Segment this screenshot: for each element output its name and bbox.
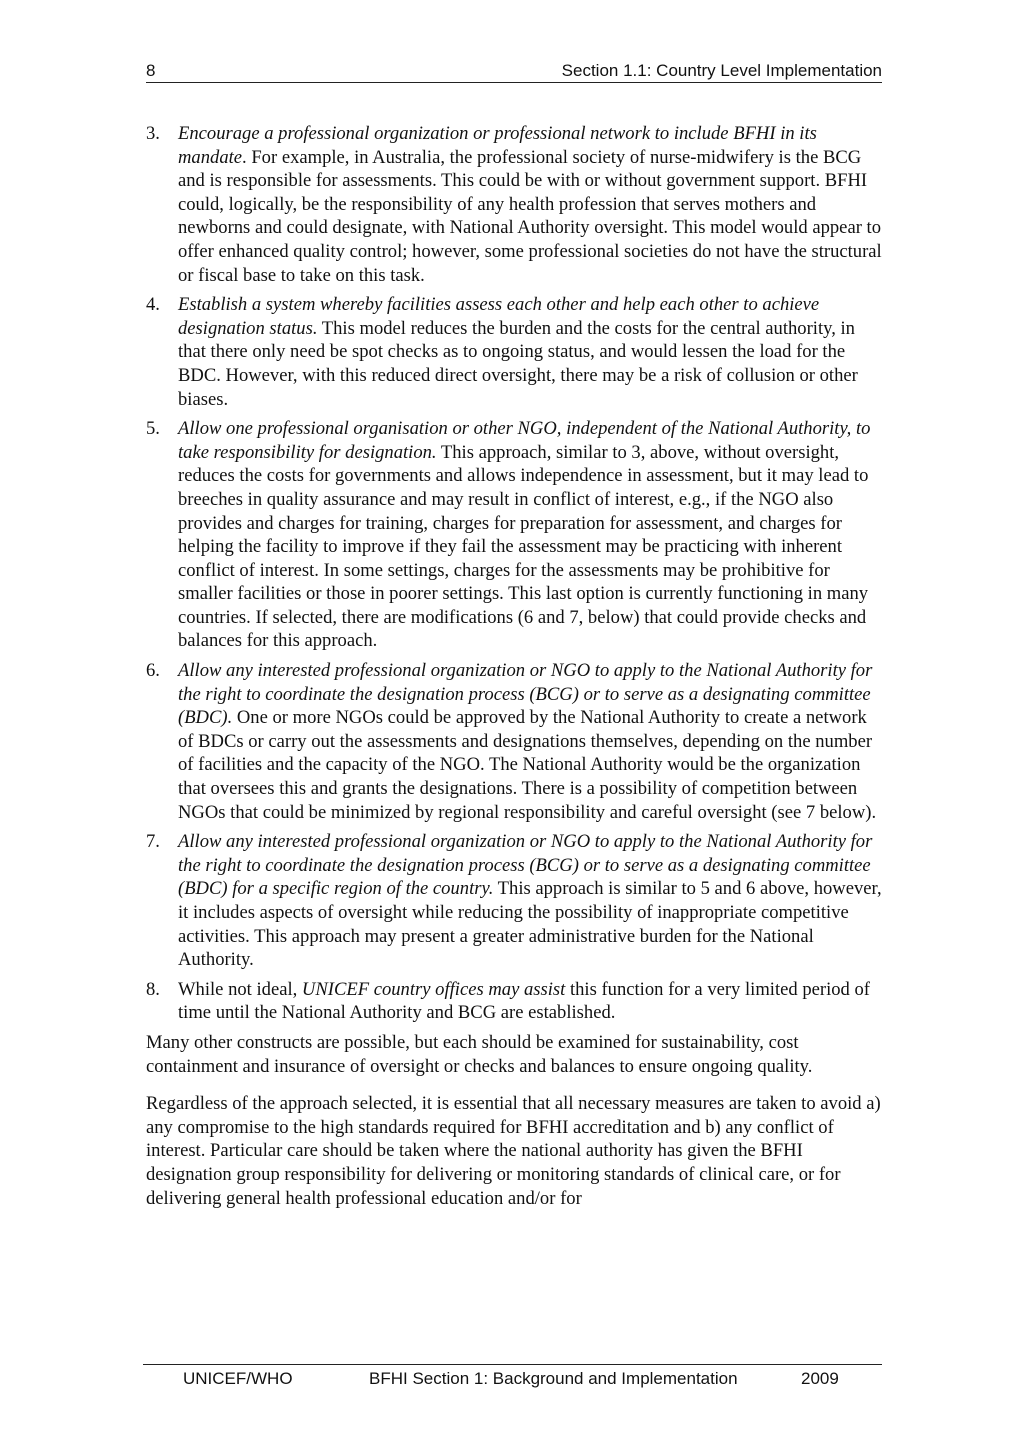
page-footer (143, 1368, 882, 1390)
list-number: 5. (146, 418, 160, 440)
list-number: 3. (146, 123, 160, 144)
list-item (146, 830, 882, 972)
item-body-text: While not ideal, (178, 978, 302, 1000)
list-item-text (178, 417, 882, 653)
footer-divider (143, 1364, 882, 1365)
header-divider (146, 82, 882, 83)
document-body (146, 122, 882, 1224)
list-number: 4. (146, 294, 160, 316)
list-number: 6. (146, 660, 160, 682)
list-item (146, 417, 882, 653)
footer-year: 2009 (801, 1369, 839, 1388)
list-item-text (178, 830, 882, 972)
item-body-text: This model reduces the burden and the costs for the central authority, in that there only need be spot checks as to ongoing status, and would lessen the load for the BDC. However, with this reduced direct oversight, there may be a risk of collusion or other biases. (178, 317, 858, 410)
page-number: 8 (146, 61, 156, 80)
footer-org: UNICEF/WHO (183, 1369, 293, 1388)
italic-phrase: UNICEF country offices may assist (301, 978, 566, 1000)
item-body-text: this function for a very limited period of time until the National Authority and BCG are established. (178, 978, 870, 1024)
list-number: 8. (146, 978, 160, 1000)
list-item-text (178, 978, 882, 1025)
list-item (146, 659, 882, 824)
italic-lead: Allow any interested professional organization or NGO to apply to the National Authority for the right to coordinate the designation process (BCG) or to serve as a designating committee (BDC). (178, 660, 873, 729)
page-header (146, 60, 882, 82)
list-item (146, 122, 882, 287)
item-body-text: . For example, in Australia, the professional society of nurse-midwifery is the BCG and is responsible for assessments. This could be with or without government support. BFHI could, logically, be the responsibility of any health profession that serves mothers and newborns and could designate, with National Authority oversight. This model would appear to offer enhanced quality control; however, some professional societies do not have the structural or fiscal base to take on this task. (178, 146, 882, 286)
body-paragraph: Many other constructs are possible, but each should be examined for sustainability, cost containment and insurance of oversight or checks and balances to ensure ongoing quality. (146, 1031, 813, 1077)
list-number: 7. (146, 831, 160, 853)
footer-doc-title: BFHI Section 1: Background and Implementation (369, 1369, 738, 1388)
italic-lead: Encourage a professional organization or professional network to include BFHI in its mandate (178, 123, 817, 168)
italic-lead: Allow any interested professional organization or NGO to apply to the National Authority for the right to coordinate the designation process (BCG) or to serve as a designating committee (BDC) for a specific region of the country. (178, 831, 873, 900)
item-body-text: One or more NGOs could be approved by the National Authority to create a network of BDCs or carry out the assessments and designations themselves, depending on the number of facilities and the capacity of the NGO. The National Authority would be the organization that oversees this and grants the designations. There is a possibility of competition between NGOs that could be minimized by regional responsibility and careful oversight (see 7 below). (178, 707, 877, 823)
italic-lead: Allow one professional organisation or other NGO, independent of the National Authority, to take responsibility for designation. (178, 418, 871, 463)
italic-lead: Establish a system whereby facilities assess each other and help each other to achieve designation status. (178, 294, 820, 339)
item-body-text: This approach, similar to 3, above, without oversight, reduces the costs for governments and allows independence in assessment, but it may lead to breeches in quality assurance and may result in conflict of interest, e.g., if the NGO also provides and charges for training, charges for preparation for assessment, and charges for helping the facility to improve if they fail the assessment may be practicing with inherent conflict of interest. In some settings, charges for the assessments may be prohibitive for smaller facilities or those in poorer settings. This last option is currently functioning in many countries. If selected, there are modifications (6 and 7, below) that could provide checks and balances for this approach. (178, 441, 869, 652)
body-paragraph: Regardless of the approach selected, it is essential that all necessary measures are taken to avoid a) any compromise to the high standards required for BFHI accreditation and b) any conflict of interest. Particular care should be taken where the national authority has given the BFHI designation group responsibility for delivering or monitoring standards of clinical care, or for delivering general health professional education and/or for (146, 1093, 881, 1209)
list-item-text (178, 122, 882, 287)
list-item-text (178, 659, 882, 824)
list-item-text (178, 293, 882, 411)
section-title: Section 1.1: Country Level Implementation (561, 61, 882, 80)
item-body-text: This approach is similar to 5 and 6 above, however, it includes aspects of oversight while reducing the possibility of inappropriate competitive activities. This approach may present a greater administrative burden for the National Authority. (178, 878, 882, 971)
list-item (146, 293, 882, 411)
list-item (146, 978, 882, 1025)
